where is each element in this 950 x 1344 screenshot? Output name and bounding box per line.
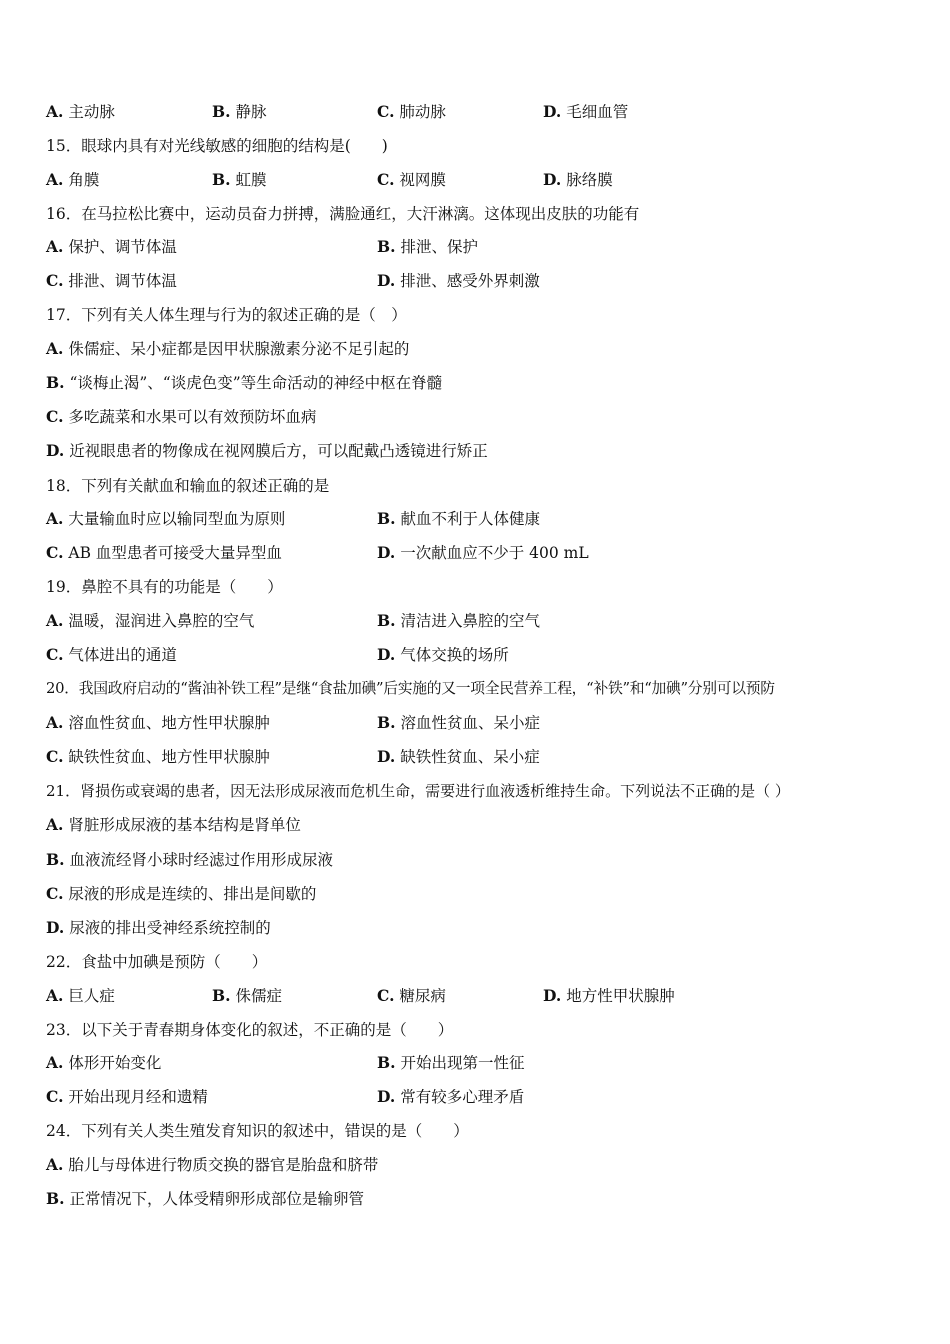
q14-option-a: A. 主动脉 (46, 102, 115, 121)
q18-option-a: A. 大量输血时应以输同型血为原则 (46, 509, 286, 528)
q18-stem: 18．下列有关献血和输血的叙述正确的是 (46, 477, 330, 495)
q19-option-d: D. 气体交换的场所 (377, 645, 509, 664)
q17-stem: 17．下列有关人体生理与行为的叙述正确的是（ ） (46, 306, 407, 324)
q24-option-a: A. 胎儿与母体进行物质交换的器官是胎盘和脐带 (46, 1155, 379, 1174)
q16-option-c: C. 排泄、调节体温 (46, 271, 177, 290)
q19-option-b: B. 清洁进入鼻腔的空气 (377, 611, 540, 630)
q23-option-d: D. 常有较多心理矛盾 (377, 1087, 525, 1106)
q23-option-c: C. 开始出现月经和遗精 (46, 1087, 208, 1106)
q15-stem: 15．眼球内具有对光线敏感的细胞的结构是( ) (46, 137, 388, 155)
q20-stem: 20．我国政府启动的“酱油补铁工程”是继“食盐加碘”后实施的又一项全民营养工程，“补铁”和“加碘”分别可以预防 (46, 680, 775, 697)
q21-option-b: B. 血液流经肾小球时经滤过作用形成尿液 (46, 850, 333, 869)
q20-option-d: D. 缺铁性贫血、呆小症 (377, 747, 540, 766)
q18-option-b: B. 献血不利于人体健康 (377, 509, 540, 528)
q19-option-c: C. 气体进出的通道 (46, 645, 177, 664)
q23-option-b: B. 开始出现第一性征 (377, 1053, 525, 1072)
q20-option-a: A. 溶血性贫血、地方性甲状腺肿 (46, 713, 270, 732)
q22-option-d: D. 地方性甲状腺肿 (543, 986, 675, 1005)
q19-option-a: A. 温暖，湿润进入鼻腔的空气 (46, 611, 255, 630)
q24-option-b: B. 正常情况下，人体受精卵形成部位是输卵管 (46, 1189, 364, 1208)
q15-option-d: D. 脉络膜 (543, 170, 613, 189)
q16-stem: 16．在马拉松比赛中，运动员奋力拼搏，满脸通红，大汗淋漓。这体现出皮肤的功能有 (46, 205, 640, 223)
q21-option-d: D. 尿液的排出受神经系统控制的 (46, 918, 271, 937)
q19-stem: 19．鼻腔不具有的功能是（ ） (46, 578, 283, 596)
q20-option-b: B. 溶血性贫血、呆小症 (377, 713, 540, 732)
q17-option-a: A. 侏儒症、呆小症都是因甲状腺激素分泌不足引起的 (46, 339, 410, 358)
q21-option-a: A. 肾脏形成尿液的基本结构是肾单位 (46, 815, 301, 834)
q17-option-c: C. 多吃蔬菜和水果可以有效预防坏血病 (46, 407, 317, 426)
q20-option-c: C. 缺铁性贫血、地方性甲状腺肿 (46, 747, 270, 766)
q21-stem: 21．肾损伤或衰竭的患者，因无法形成尿液而危机生命，需要进行血液透析维持生命。下列说法不正确的是（ ） (46, 782, 790, 800)
q22-stem: 22．食盐中加碘是预防（ ） (46, 953, 268, 971)
q15-option-a: A. 角膜 (46, 170, 100, 189)
q23-stem: 23．以下关于青春期身体变化的叙述，不正确的是（ ） (46, 1021, 454, 1039)
q16-option-a: A. 保护、调节体温 (46, 237, 177, 256)
q14-option-d: D. 毛细血管 (543, 102, 629, 121)
q16-option-b: B. 排泄、保护 (377, 237, 478, 256)
q17-option-b: B. “谈梅止渴”、“谈虎色变”等生命活动的神经中枢在脊髓 (46, 373, 443, 392)
q22-option-b: B. 侏儒症 (212, 986, 282, 1005)
q14-option-c: C. 肺动脉 (377, 102, 446, 121)
q14-option-b: B. 静脉 (212, 102, 267, 121)
q22-option-a: A. 巨人症 (46, 986, 115, 1005)
q24-stem: 24．下列有关人类生殖发育知识的叙述中，错误的是（ ） (46, 1122, 469, 1140)
q22-option-c: C. 糖尿病 (377, 986, 446, 1005)
q23-option-a: A. 体形开始变化 (46, 1053, 162, 1072)
q21-option-c: C. 尿液的形成是连续的、排出是间歇的 (46, 884, 317, 903)
q15-option-b: B. 虹膜 (212, 170, 267, 189)
q15-option-c: C. 视网膜 (377, 170, 446, 189)
q16-option-d: D. 排泄、感受外界刺激 (377, 271, 540, 290)
q18-option-d: D. 一次献血应不少于 400 mL (377, 543, 589, 562)
q17-option-d: D. 近视眼患者的物像成在视网膜后方，可以配戴凸透镜进行矫正 (46, 441, 488, 460)
q18-option-c: C. AB 血型患者可接受大量异型血 (46, 543, 282, 562)
